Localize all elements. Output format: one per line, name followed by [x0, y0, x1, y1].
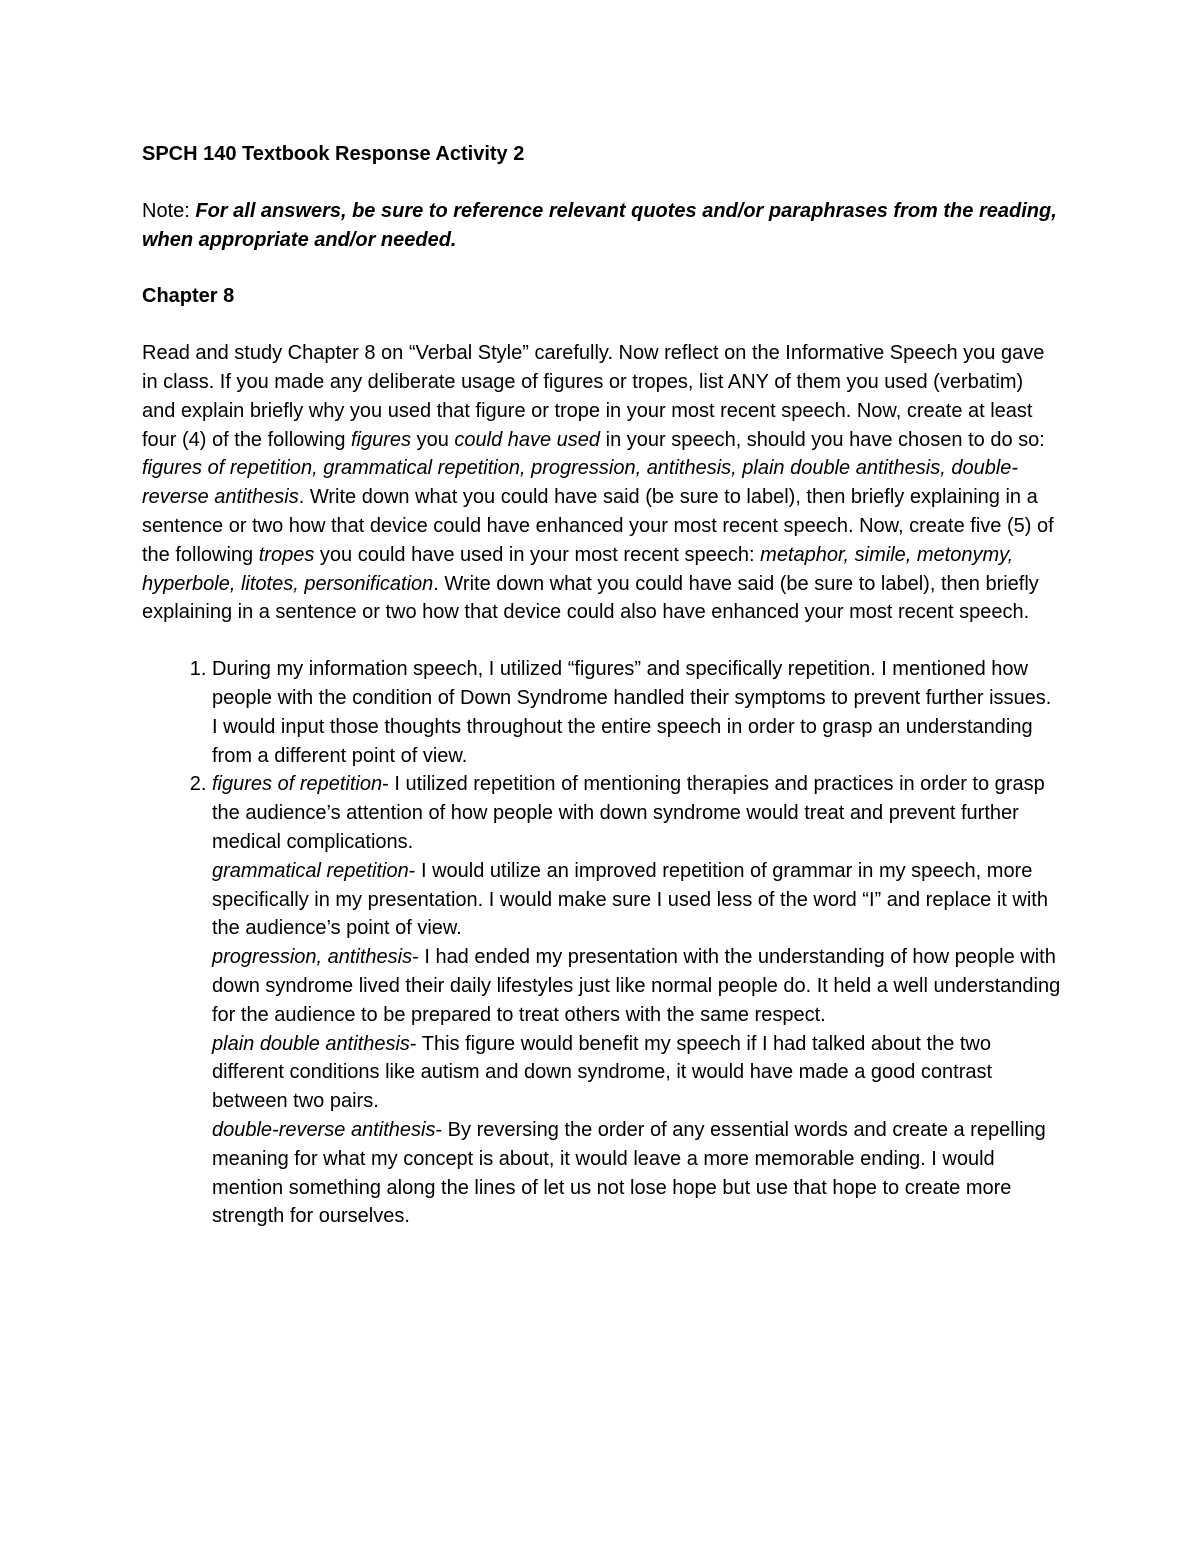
answer-2-text-1: - I utilized repetition of mentioning therapies and practices in order to grasp the audience’s attention of how people with down syndrome would treat and prevent further medical complications. [212, 773, 1045, 853]
answer-2-label-2: grammatical repetition [212, 859, 409, 882]
answer-2 [212, 770, 1062, 1231]
prompt-tropes-list: metaphor, simile, metonymy, hyperbole, litotes, personification [142, 543, 1014, 595]
document-body [142, 140, 1062, 1231]
chapter-heading: Chapter 8 [142, 285, 235, 308]
answer-2-figures-of-repetition [212, 770, 1062, 856]
answer-2-grammatical-repetition [212, 857, 1062, 943]
prompt-part-5: you could have used in your most recent speech: [314, 543, 761, 566]
answer-2-text-2: - I would utilize an improved repetition of grammar in my speech, more specifically in my presentation. I would make sure I used less of the word “I” and replace it with the audience’s point of view. [212, 859, 1048, 940]
answer-2-progression-antithesis [212, 943, 1062, 1029]
answer-1-text: During my information speech, I utilized “figures” and specifically repetition. I mentioned how people with the condition of Down Syndrome handled their symptoms to prevent further issues. I would input those thoughts throughout the entire speech in order to grasp an understanding from a different point of view. [212, 658, 1052, 767]
answers-list [142, 655, 1062, 1231]
prompt-part-3: in your speech, should you have chosen to do so: [600, 428, 1045, 451]
answer-2-text-3: - I had ended my presentation with the understanding of how people with down syndrome lived their daily lifestyles just like normal people do. It held a well understanding for the audience to be prepared to treat others with the same respect. [212, 946, 1061, 1026]
prompt-part-4: . Write down what you could have said (be sure to label), then briefly explaining in a sentence or two how that device could have enhanced your most recent speech. Now, create five (5) of the following [142, 486, 1054, 566]
answer-2-label-5: double-reverse antithesis [212, 1118, 436, 1141]
note-paragraph [142, 197, 1062, 255]
answer-2-plain-double-antithesis [212, 1030, 1062, 1116]
answer-2-text-5: - By reversing the order of any essential words and create a repelling meaning for what my concept is about, it would leave a more memorable ending. I would mention something along the lines of let us not lose hope but use that hope to create more strength for ourselves. [212, 1118, 1046, 1228]
answer-2-label-3: progression, antithesis [212, 946, 413, 969]
answer-2-text-4: - This figure would benefit my speech if I had talked about the two different conditions like autism and down syndrome, it would have made a good contrast between two pairs. [212, 1032, 993, 1113]
prompt-part-1: Read and study Chapter 8 on “Verbal Style” carefully. Now reflect on the Informative Speech you gave in class. If you made any deliberate usage of figures or tropes, list ANY of them you used (verbatim) and explain briefly why you used that figure or trope in your most recent speech. Now, create at least four (4) of the following [142, 342, 1045, 451]
answer-2-label-4: plain double antithesis [212, 1032, 410, 1055]
prompt-figures-word: figures [351, 428, 412, 451]
prompt-tropes-word: tropes [258, 543, 315, 566]
prompt-part-2: you [411, 428, 455, 451]
answer-1 [212, 655, 1062, 770]
answer-2-double-reverse-antithesis [212, 1116, 1062, 1231]
document-title: SPCH 140 Textbook Response Activity 2 [142, 143, 525, 165]
assignment-prompt [142, 339, 1062, 627]
prompt-figures-list: figures of repetition, grammatical repetition, progression, antithesis, plain double antithesis, double-reverse antithesis [142, 457, 1019, 509]
prompt-could-have-used: could have used [454, 428, 601, 451]
answer-2-label-1: figures of repetition [212, 773, 383, 796]
prompt-part-6: . Write down what you could have said (be sure to label), then briefly explaining in a sentence or two how that device could also have enhanced your most recent speech. [142, 572, 1039, 624]
note-label: Note: [142, 199, 196, 222]
note-text: For all answers, be sure to reference relevant quotes and/or paraphrases from the reading, when appropriate and/or needed. [142, 199, 1057, 251]
